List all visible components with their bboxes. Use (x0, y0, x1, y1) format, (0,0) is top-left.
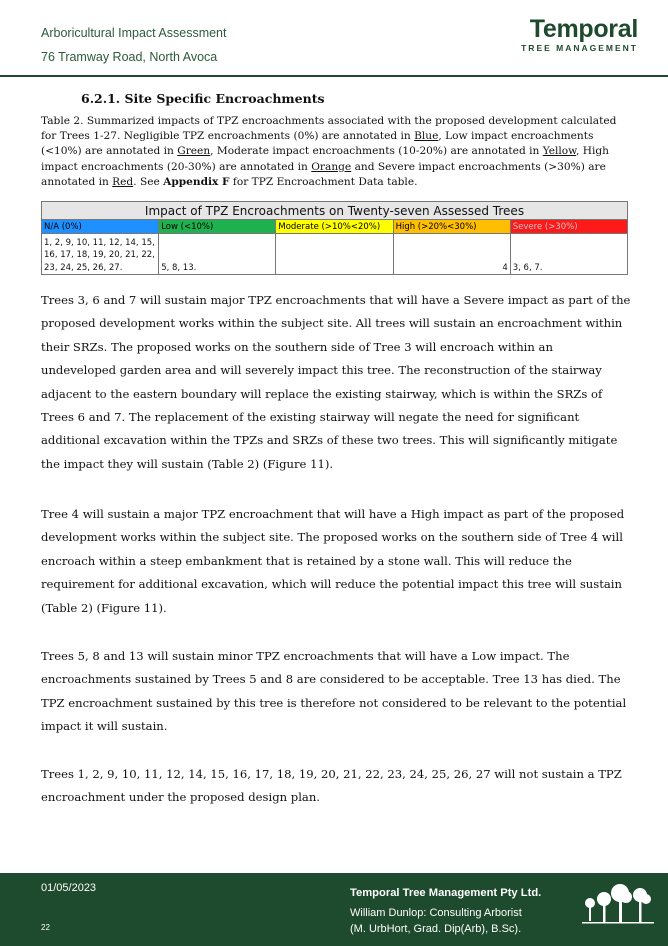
caption-text: and Severe impact encroachments (>30%) are annotated in (41, 160, 606, 188)
brand-name: Temporal (529, 15, 638, 43)
footer-company: Temporal Tree Management Pty Ltd. (350, 887, 542, 899)
caption-green: Green (177, 145, 211, 158)
footer-arborist: William Dunlop: Consulting Arborist (350, 907, 522, 919)
caption-yellow: Yellow (542, 145, 576, 158)
category-high: High (>20%<30%) (393, 220, 510, 234)
caption-text: , Moderate impact encroachments (10-20%) are annotated in (210, 145, 543, 158)
site-address: 76 Tramway Road, North Avoca (41, 50, 218, 64)
caption-text: for TPZ Encroachment Data table. (229, 175, 418, 188)
caption-appendix: Appendix F (163, 175, 230, 188)
paragraph-none: Trees 1, 2, 9, 10, 11, 12, 14, 15, 16, 17, 18, 19, 20, 21, 22, 23, 24, 25, 26, 27 will not sustain a TPZ encroachment under the proposed design plan. (41, 767, 622, 805)
footer-date: 01/05/2023 (41, 882, 97, 894)
caption-text: . See (133, 175, 164, 188)
trees-icon (580, 883, 656, 927)
caption-text: Table 2. Summarized impacts of TPZ encroachments associated with the proposed development calculated for Trees 1-27. Negligible TPZ encroachments (0%) are annotated in (41, 115, 617, 143)
caption-text: , Low impact encroachments (<10%) are annotated in (41, 130, 594, 158)
page-header (0, 0, 668, 76)
trees-high: 4 (393, 234, 510, 275)
paragraph-high: Tree 4 will sustain a major TPZ encroachment that will have a High impact as part of the proposed development works within the subject site. The proposed works on the southern side of Tree 4 will encroach within a steep embankment that is retained by a stone wall. This will reduce the requirement for additional excavation, which will reduce the potential impact this tree will sustain (Table 2) (Figure 11). (41, 507, 625, 615)
document-title: Arboricultural Impact Assessment (41, 26, 227, 40)
table-caption (41, 114, 631, 190)
caption-red: Red (112, 175, 134, 188)
caption-text: , High impact encroachments (20-30%) are annotated in (41, 145, 609, 173)
brand-subtitle: TREE MANAGEMENT (521, 43, 638, 53)
header-divider (0, 75, 668, 77)
trees-severe: 3, 6, 7. (510, 234, 627, 275)
category-low: Low (<10%) (159, 220, 276, 234)
trees-na: 1, 2, 9, 10, 11, 12, 14, 15, 16, 17, 18, 19, 20, 21, 22, 23, 24, 25, 26, 27. (42, 234, 159, 275)
category-severe: Severe (>30%) (510, 220, 627, 234)
impact-table (41, 201, 628, 275)
caption-orange: Orange (311, 160, 352, 173)
category-moderate: Moderate (>10%<20%) (276, 220, 393, 234)
table-title: Impact of TPZ Encroachments on Twenty-seven Assessed Trees (42, 202, 628, 220)
page-footer (0, 873, 668, 946)
paragraph-low: Trees 5, 8 and 13 will sustain minor TPZ encroachments that will have a Low impact. The encroachments sustained by Trees 5 and 8 are considered to be acceptable. Tree 13 has died. The TPZ encroachment sustained by this tree is therefore not considered to be relevant to the potential impact it will sustain. (41, 649, 627, 734)
category-na: N/A (0%) (42, 220, 159, 234)
trees-moderate (276, 234, 393, 275)
footer-qualifications: (M. UrbHort, Grad. Dip(Arb), B.Sc). (350, 923, 522, 935)
page-number: 22 (41, 923, 50, 932)
section-heading: 6.2.1. Site Specific Encroachments (81, 91, 325, 106)
caption-blue: Blue (414, 130, 439, 143)
trees-low: 5, 8, 13. (159, 234, 276, 275)
brand-logo (521, 14, 638, 53)
paragraph-severe: Trees 3, 6 and 7 will sustain major TPZ encroachments that will have a Severe impact as part of the proposed development works within the subject site. All trees will sustain an encroachment within their SRZs. The proposed works on the southern side of Tree 3 will encroach within an undeveloped garden area and will severely impact this tree. The reconstruction of the stairway adjacent to the eastern boundary will replace the existing stairway, which is within the SRZs of Trees 6 and 7. The replacement of the existing stairway will negate the need for significant additional excavation within the TPZs and SRZs of these two trees. This will significantly mitigate the impact they will sustain (Table 2) (Figure 11). (41, 293, 631, 471)
